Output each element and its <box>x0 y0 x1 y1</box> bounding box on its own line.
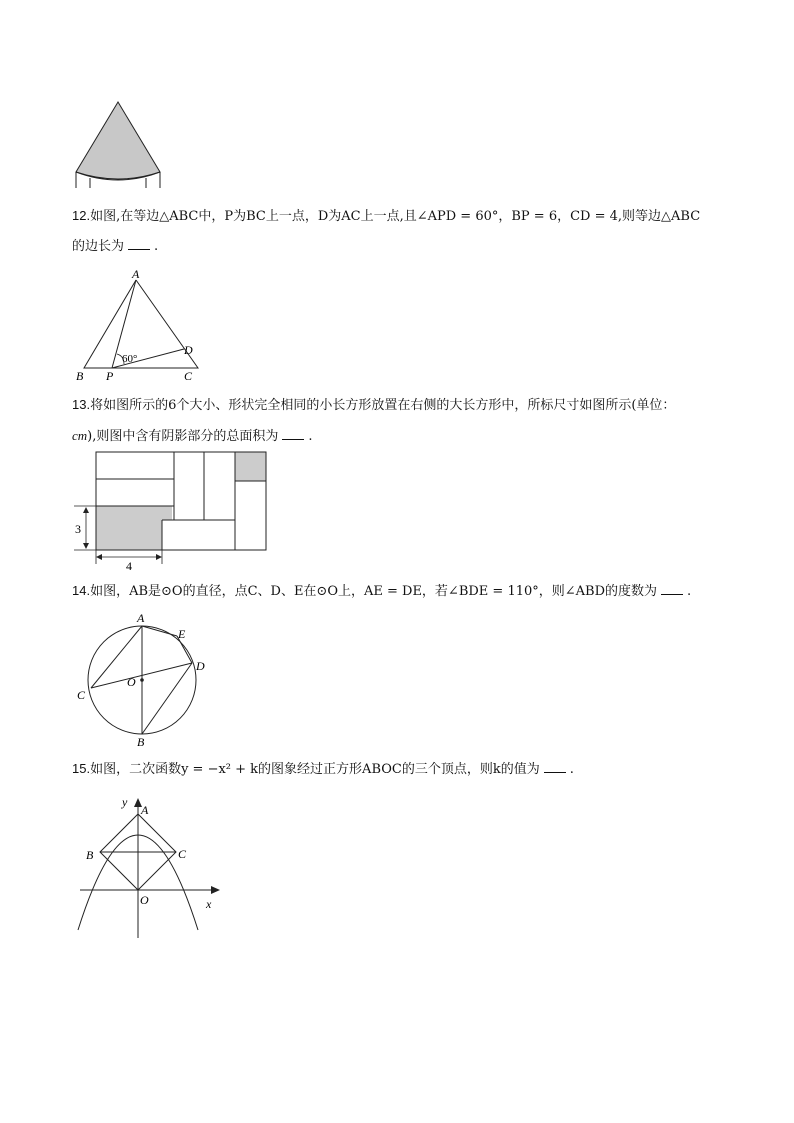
question-14-text <box>72 581 691 602</box>
label-a: A <box>141 803 149 817</box>
answer-blank <box>661 582 683 595</box>
question-12-line2-text: 的边长为 <box>72 239 125 254</box>
label-b: B <box>137 735 145 749</box>
question-12-line2 <box>72 237 158 257</box>
figure-q13-rectangles <box>72 450 272 574</box>
question-number: 13. <box>72 397 91 412</box>
label-d: D <box>196 659 205 673</box>
label-angle-60: 60° <box>122 353 138 365</box>
question-12-line1: 如图,在等边△ABC中，P为BC上一点，D为AC上一点,且∠APD = 60°，BP = 6，CD = 4,则等边△ABC <box>90 209 701 224</box>
label-dim-3: 3 <box>75 522 81 536</box>
label-y: y <box>122 795 128 809</box>
label-a: A <box>132 267 140 281</box>
cone-figure <box>70 98 166 194</box>
question-number: 14. <box>72 583 91 598</box>
question-number: 15. <box>72 761 91 776</box>
label-e: E <box>178 627 186 641</box>
label-p: P <box>106 369 114 383</box>
question-14-end: . <box>687 584 692 599</box>
figure-q15-parabola <box>72 792 232 942</box>
question-13-line2-text: ),则图中含有阴影部分的总面积为 <box>87 429 279 444</box>
label-a: A <box>137 611 145 625</box>
question-12-text <box>72 206 700 227</box>
question-13-line1: 将如图所示的6个大小、形状完全相同的小长方形放置在右侧的大长方形中，所标尺寸如图所示(单位： <box>90 398 676 413</box>
shaded-region-left <box>96 506 172 550</box>
label-c: C <box>184 369 193 383</box>
label-dim-4: 4 <box>126 559 132 573</box>
unit-cm: cm <box>72 428 88 443</box>
triangle-abc <box>84 280 198 368</box>
center-dot <box>140 678 144 682</box>
question-13-end: . <box>308 429 313 444</box>
question-number: 12. <box>72 208 91 223</box>
label-c: C <box>77 688 86 702</box>
answer-blank <box>544 760 566 773</box>
label-o: O <box>140 893 149 907</box>
label-b: B <box>86 848 94 862</box>
chord-ae <box>142 626 177 636</box>
question-15-line1: 如图，二次函数y = −x² + k的图象经过正方形ABOC的三个顶点，则k的值为 <box>90 762 540 777</box>
question-12-end: . <box>154 239 159 254</box>
label-d: D <box>184 343 193 357</box>
question-15-end: . <box>569 762 574 777</box>
shaded-region-top-right <box>235 452 266 481</box>
figure-q14-circle <box>72 608 222 750</box>
label-c: C <box>178 847 187 861</box>
label-o: O <box>127 675 136 689</box>
answer-blank <box>128 237 150 250</box>
question-15-text <box>72 759 574 780</box>
label-x: x <box>206 897 212 911</box>
answer-blank <box>282 427 304 440</box>
figure-q12-triangle <box>72 266 212 386</box>
label-b: B <box>76 369 84 383</box>
question-13-line2 <box>72 426 313 447</box>
question-14-line1: 如图，AB是⊙O的直径，点C、D、E在⊙O上，AE = DE，若∠BDE = 110°，则∠ABD的度数为 <box>90 584 658 599</box>
question-13-text <box>72 395 675 416</box>
cone-body <box>76 102 160 179</box>
